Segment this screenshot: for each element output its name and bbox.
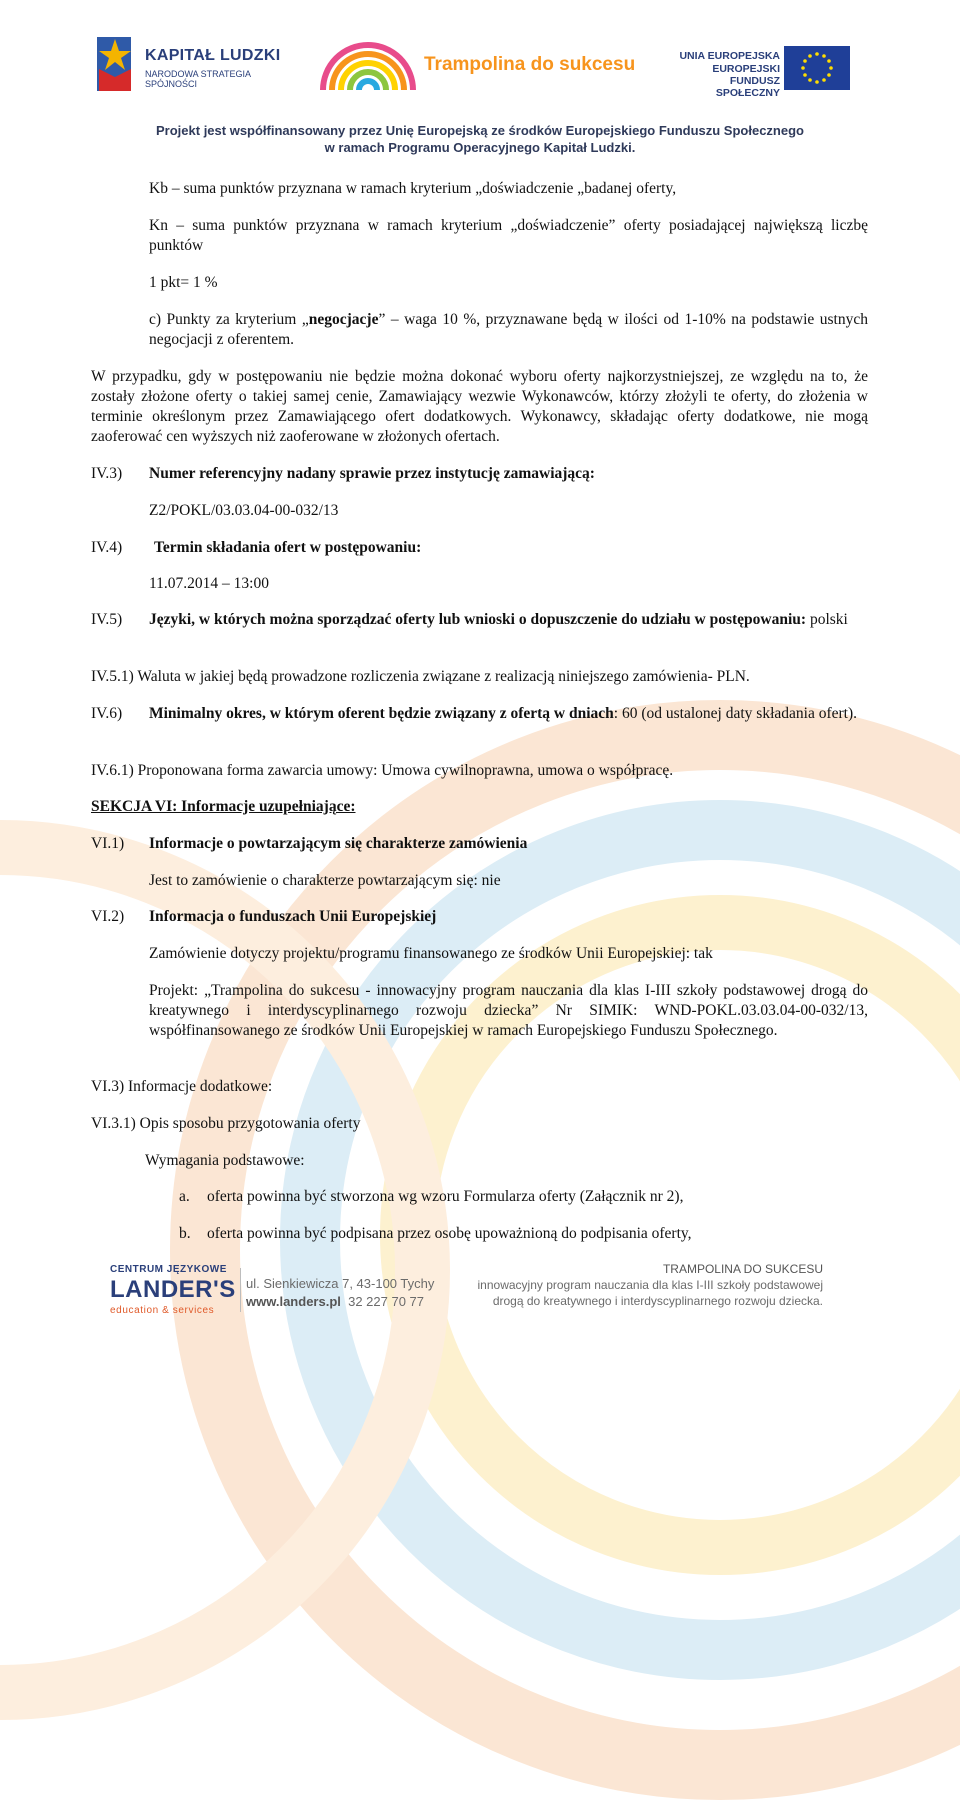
eu-line3: FUNDUSZ SPOŁECZNY [715,75,780,99]
vi2-number: VI.2) [91,908,125,925]
vi1-number: VI.1) [91,835,125,852]
iv51-currency: IV.5.1) Waluta w jakiej będą prowadzone rozliczenia związane z realizacją niniejszego zamówienia- PLN. [91,668,750,685]
vi2-value: Zamówienie dotyczy projektu/programu finansowanego ze środków Unii Europejskiej: tak [149,945,713,962]
list-marker-a: a. [179,1188,190,1205]
tie-break-paragraph: W przypadku, gdy w postępowaniu nie będzie można dokonać wyboru oferty najkorzystniejszej, ze względu na to, że zostały złożone oferty o takiej samej cenie, Zamawiający wezwie Wykonawców, którzy złożyli te oferty, do złożenia w terminie określonym przez Zamawiającego ofert dodatkowych. Wykonawcy, składając oferty dodatkowe, nie mogą zaoferować cen wyższych niż zaoferowane w złożonych ofertach. [91,368,868,445]
list-item-b: oferta powinna być podpisana przez osobę upoważnioną do podpisania oferty, [207,1225,692,1242]
basic-requirements: Wymagania podstawowe: [145,1152,305,1169]
landers-name: LANDER'S [110,1276,236,1303]
iv61-contract-form: IV.6.1) Proponowana forma zawarcia umowy: Umowa cywilnoprawna, umowa o współpracę. [91,762,674,779]
landers-centrum: CENTRUM JĘZYKOWE [110,1264,227,1275]
section-vi-heading: SEKCJA VI: Informacje uzupełniające: [91,798,356,815]
iv4-number: IV.4) [91,539,123,556]
kapital-ludzki-logo [95,33,295,95]
vi2-title: Informacja o funduszach Unii Europejskiej [149,908,437,925]
landers-tagline: education & services [110,1305,215,1316]
reference-number: Z2/POKL/03.03.04-00-032/13 [149,502,339,519]
footer-trampolina-line2: innowacyjny program nauczania dla klas I-III szkoły podstawowej [477,1278,823,1292]
point-ratio: 1 pkt= 1 % [149,274,218,291]
footer-trampolina-title: TRAMPOLINA DO SUKCESU [662,1262,823,1276]
eu-line2: EUROPEJSKI [712,63,780,75]
landers-logo [110,1262,235,1320]
footer-address: ul. Sienkiewicza 7, 43-100 Tychy [246,1276,435,1291]
iv3-title: Numer referencyjny nadany sprawie przez instytucję zamawiającą: [149,465,595,482]
iv4-title: Termin składania ofert w postępowaniu: [154,539,422,556]
vi3-additional-info: VI.3) Informacje dodatkowe: [91,1078,273,1095]
iv6-binding-period: Minimalny okres, w którym oferent będzie związany z ofertą w dniach: 60 (od ustalonej daty składania ofert). [149,705,857,722]
footer-contact: www.landers.pl 32 227 70 77 [246,1294,425,1309]
eu-flag-icon [784,46,850,90]
iv5-languages: Języki, w których można sporządzać oferty lub wnioski o dopuszczenie do udziału w postępowaniu: polski [149,611,848,628]
trampolina-title: Trampolina do sukcesu [424,54,636,75]
eu-line1: UNIA EUROPEJSKA [679,50,780,62]
vi31-offer-preparation: VI.3.1) Opis sposobu przygotowania oferty [91,1115,361,1132]
kl-title: KAPITAŁ LUDZKI [145,47,281,64]
footer-divider [240,1268,241,1312]
iv6-number: IV.6) [91,705,123,722]
project-paragraph: Projekt: „Trampolina do sukcesu - innowacyjny program nauczania dla klas I-III szkoły podstawowej drogą do kreatywnego i interdyscyplinarnego rozwoju dziecka” Nr SIMIK: WND-POKL.03.03.04-00-032/13, współfinansowanego ze środków Unii Europejskiej w ramach Europejskiego Funduszu Społecznego. [149,982,868,1039]
iv3-number: IV.3) [91,465,123,482]
vi1-value: Jest to zamówienie o charakterze powtarzającym się: nie [149,872,501,889]
cofinancing-line1: Projekt jest współfinansowany przez Unię Europejską ze środków Europejskiego Funduszu Społecznego [156,123,804,138]
kl-subtitle: NARODOWA STRATEGIA SPÓJNOŚCI [145,69,251,89]
cofinancing-line2: w ramach Programu Operacyjnego Kapitał Ludzki. [324,140,636,155]
iv5-number: IV.5) [91,611,123,628]
trampolina-logo [318,38,648,98]
deadline-value: 11.07.2014 – 13:00 [149,575,269,592]
criterion-c: c) Punkty za kryterium „negocjacje” – waga 10 %, przyznawane będą w ilości od 1-10% na podstawie ustnych negocjacji z oferentem. [149,311,868,348]
vi1-title: Informacje o powtarzającym się charakterze zamówienia [149,835,528,852]
list-marker-b: b. [179,1225,191,1242]
list-item-a: oferta powinna być stworzona wg wzoru Formularza oferty (Załącznik nr 2), [207,1188,684,1205]
footer-trampolina-line3: drogą do kreatywnego i interdyscyplinarnego rozwoju dziecka. [492,1294,823,1308]
eu-logo [676,44,856,99]
kb-definition: Kb – suma punktów przyznana w ramach kryterium „doświadczenie „badanej oferty, [149,180,677,197]
kn-definition: Kn – suma punktów przyznana w ramach kryterium „doświadczenie” oferty posiadającej największą liczbę punktów [149,217,868,254]
